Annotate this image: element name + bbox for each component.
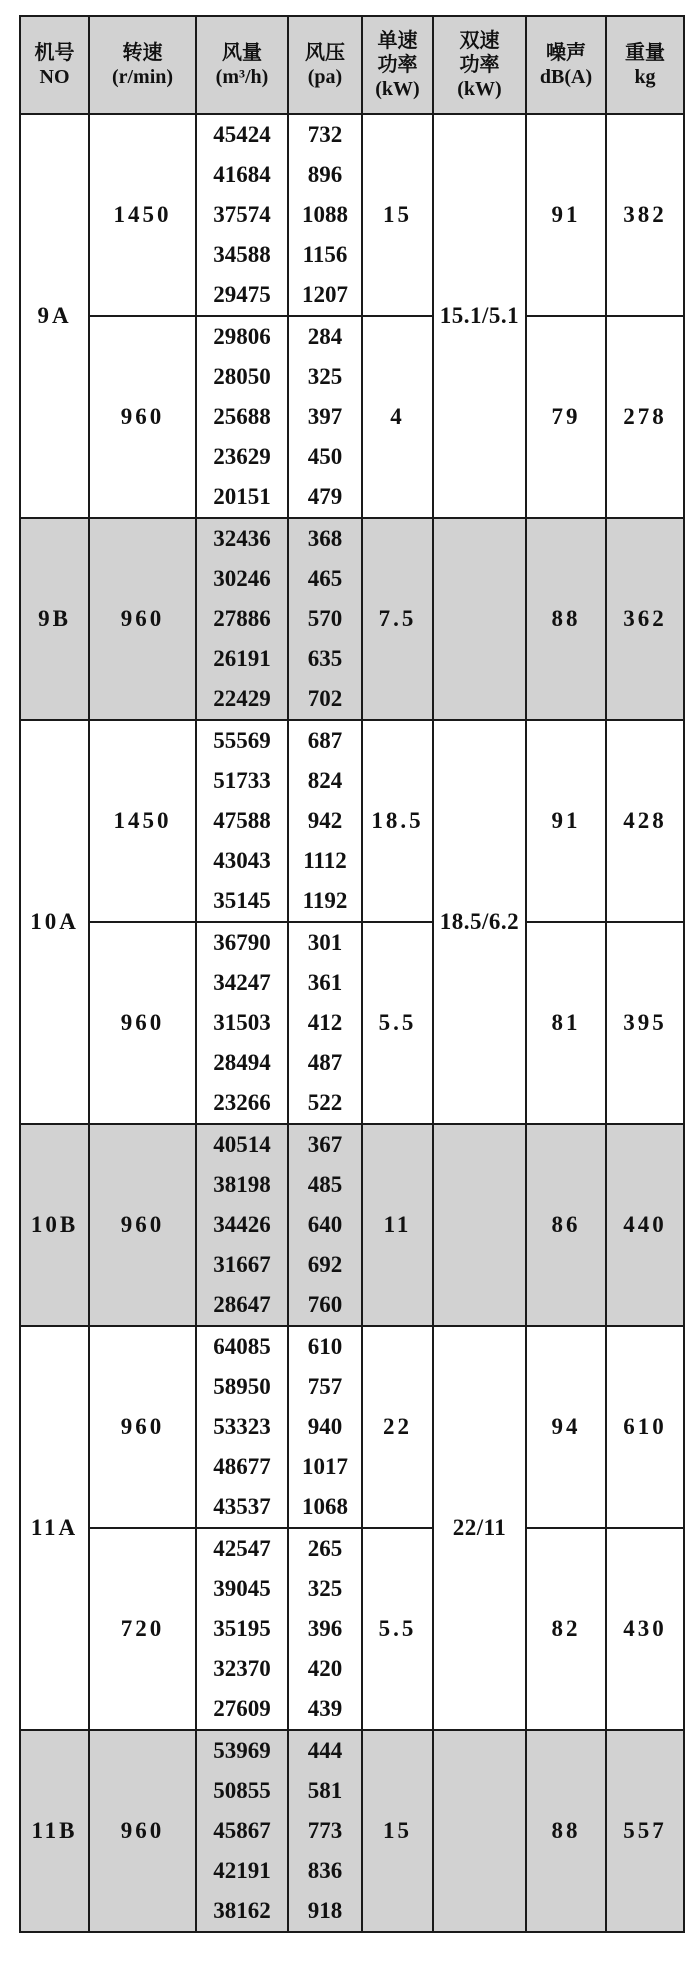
header-row [20,16,684,114]
weight-cell: 430 [606,1528,684,1730]
flow-value: 26191 [213,646,271,671]
header-line: 噪声 [546,42,586,64]
flow-value: 48677 [213,1454,271,1479]
flow-value: 36790 [213,930,271,955]
pressure-value: 1068 [302,1494,348,1519]
pressure-cell [288,1730,362,1932]
flow-value: 35195 [213,1616,271,1641]
pressure-value: 420 [307,1656,343,1681]
model-no-cell: 9A [20,114,89,518]
model-no-cell: 10B [20,1124,89,1326]
single-power-cell: 18.5 [362,720,433,922]
speed-cell: 960 [89,1124,196,1326]
pressure-value: 368 [307,526,343,551]
pressure-value: 570 [307,606,343,631]
flow-value: 41684 [213,162,271,187]
flow-value: 28494 [213,1050,271,1075]
pressure-cell [288,720,362,922]
pressure-value: 1017 [302,1454,348,1479]
header-line: 功率 [459,54,500,76]
pressure-value: 610 [307,1334,343,1359]
flow-cell [196,316,288,518]
pressure-value: 1112 [303,848,347,873]
pressure-value: 1207 [302,282,348,307]
flow-value: 30246 [213,566,271,591]
weight-cell: 362 [606,518,684,720]
header-line: 转速 [122,42,163,64]
flow-value: 50855 [213,1778,271,1803]
spec-row [20,518,684,720]
flow-value: 35145 [213,888,271,913]
pressure-value: 940 [307,1414,343,1439]
flow-value: 42191 [213,1858,271,1883]
pressure-value: 824 [307,768,343,793]
pressure-cell [288,316,362,518]
pressure-value: 732 [307,122,343,147]
pressure-value: 439 [307,1696,343,1721]
flow-value: 23629 [213,444,271,469]
pressure-value: 687 [307,728,343,753]
pressure-value: 942 [307,808,343,833]
flow-value: 28050 [213,364,271,389]
model-no-cell: 11B [20,1730,89,1932]
weight-cell: 440 [606,1124,684,1326]
spec-row [20,720,684,922]
column-header-pressure [288,16,362,114]
pressure-value: 635 [307,646,343,671]
flow-value: 27609 [213,1696,271,1721]
pressure-value: 397 [307,404,343,429]
pressure-value: 450 [307,444,343,469]
column-header-dual-power [433,16,526,114]
flow-value: 51733 [213,768,271,793]
pressure-value: 479 [307,484,343,509]
pressure-value: 325 [307,1576,343,1601]
flow-value: 55569 [213,728,271,753]
flow-value: 45867 [213,1818,271,1843]
pressure-value: 265 [307,1536,343,1561]
noise-cell: 86 [526,1124,606,1326]
table-header [20,16,684,114]
speed-cell: 1450 [89,114,196,316]
spec-row [20,114,684,316]
flow-value: 34426 [213,1212,271,1237]
header-line: 风量 [222,42,262,64]
flow-value: 39045 [213,1576,271,1601]
dual-power-cell [433,518,526,720]
model-no-cell: 11A [20,1326,89,1730]
pressure-cell [288,518,362,720]
pressure-value: 465 [307,566,343,591]
flow-value: 29806 [213,324,271,349]
single-power-cell: 11 [362,1124,433,1326]
single-power-cell: 5.5 [362,922,433,1124]
noise-cell: 88 [526,1730,606,1932]
header-line: dB(A) [539,66,593,88]
header-line: (kW) [375,78,420,100]
dual-power-cell [433,1730,526,1932]
spec-row [20,316,684,518]
noise-cell: 94 [526,1326,606,1528]
pressure-value: 836 [307,1858,343,1883]
pressure-value: 702 [307,686,343,711]
flow-value: 28647 [213,1292,271,1317]
pressure-value: 485 [307,1172,343,1197]
single-power-cell: 15 [362,114,433,316]
pressure-value: 1088 [302,202,348,227]
pressure-cell [288,1124,362,1326]
flow-cell [196,1730,288,1932]
speed-cell: 1450 [89,720,196,922]
pressure-value: 325 [307,364,343,389]
pressure-cell [288,114,362,316]
speed-cell: 960 [89,922,196,1124]
model-no-cell: 9B [20,518,89,720]
pressure-value: 444 [307,1738,343,1763]
flow-value: 27886 [213,606,271,631]
flow-value: 32436 [213,526,271,551]
flow-value: 25688 [213,404,271,429]
speed-cell: 960 [89,518,196,720]
pressure-value: 581 [307,1778,343,1803]
flow-cell [196,1528,288,1730]
dual-power-cell: 18.5/6.2 [433,720,526,1124]
pressure-value: 692 [307,1252,343,1277]
dual-power-cell: 22/11 [433,1326,526,1730]
column-header-single-power [362,16,433,114]
column-header-speed [89,16,196,114]
header-line: (m³/h) [215,66,269,88]
noise-cell: 81 [526,922,606,1124]
flow-cell [196,720,288,922]
spec-row [20,922,684,1124]
single-power-cell: 5.5 [362,1528,433,1730]
flow-value: 42547 [213,1536,271,1561]
spec-row [20,1528,684,1730]
speed-cell: 720 [89,1528,196,1730]
pressure-value: 760 [307,1292,343,1317]
header-line: (kW) [457,78,502,100]
header-line: NO [39,66,70,88]
pressure-cell [288,1326,362,1528]
header-line: 双速 [459,30,500,52]
spec-row [20,1326,684,1528]
weight-cell: 382 [606,114,684,316]
flow-value: 38198 [213,1172,271,1197]
noise-cell: 91 [526,114,606,316]
pressure-cell [288,1528,362,1730]
speed-cell: 960 [89,316,196,518]
noise-cell: 79 [526,316,606,518]
weight-cell: 428 [606,720,684,922]
flow-value: 32370 [213,1656,271,1681]
weight-cell: 610 [606,1326,684,1528]
pressure-value: 918 [307,1898,343,1923]
flow-value: 20151 [213,484,271,509]
pressure-value: 1156 [302,242,348,267]
speed-cell: 960 [89,1730,196,1932]
spec-row [20,1730,684,1932]
weight-cell: 278 [606,316,684,518]
pressure-value: 757 [307,1374,343,1399]
flow-value: 43043 [213,848,271,873]
flow-value: 47588 [213,808,271,833]
pressure-value: 396 [307,1616,343,1641]
column-header-no [20,16,89,114]
flow-value: 38162 [213,1898,271,1923]
flow-value: 43537 [213,1494,271,1519]
single-power-cell: 15 [362,1730,433,1932]
flow-value: 64085 [213,1334,271,1359]
pressure-value: 896 [307,162,343,187]
dual-power-cell: 15.1/5.1 [433,114,526,518]
pressure-value: 412 [307,1010,343,1035]
pressure-value: 640 [307,1212,343,1237]
flow-value: 58950 [213,1374,271,1399]
dual-power-cell [433,1124,526,1326]
pressure-cell [288,922,362,1124]
pressure-value: 773 [307,1818,343,1843]
pressure-value: 361 [307,970,343,995]
pressure-value: 367 [307,1132,343,1157]
flow-value: 40514 [213,1132,271,1157]
flow-value: 34247 [213,970,271,995]
noise-cell: 82 [526,1528,606,1730]
speed-cell: 960 [89,1326,196,1528]
flow-value: 37574 [213,202,271,227]
weight-cell: 395 [606,922,684,1124]
flow-value: 53969 [213,1738,271,1763]
single-power-cell: 4 [362,316,433,518]
flow-value: 34588 [213,242,271,267]
pressure-value: 284 [307,324,343,349]
flow-cell [196,1326,288,1528]
noise-cell: 88 [526,518,606,720]
flow-cell [196,518,288,720]
flow-value: 45424 [213,122,271,147]
flow-value: 53323 [213,1414,271,1439]
flow-value: 31667 [213,1252,271,1277]
model-no-cell: 10A [20,720,89,1124]
pressure-value: 522 [307,1090,343,1115]
pressure-value: 1192 [302,888,348,913]
header-line: 功率 [377,54,418,76]
flow-value: 23266 [213,1090,271,1115]
single-power-cell: 22 [362,1326,433,1528]
column-header-flow [196,16,288,114]
header-line: 风压 [305,42,345,64]
flow-value: 22429 [213,686,271,711]
flow-value: 31503 [213,1010,271,1035]
header-line: (pa) [307,66,343,88]
column-header-noise [526,16,606,114]
flow-cell [196,922,288,1124]
header-line: 机号 [34,42,75,64]
column-header-weight [606,16,684,114]
pressure-value: 301 [307,930,343,955]
pressure-value: 487 [307,1050,343,1075]
spec-row [20,1124,684,1326]
single-power-cell: 7.5 [362,518,433,720]
flow-value: 29475 [213,282,271,307]
header-line: kg [634,66,656,88]
fan-spec-table [19,15,685,1933]
weight-cell: 557 [606,1730,684,1932]
header-line: 单速 [377,30,418,52]
header-line: 重量 [625,42,665,64]
flow-cell [196,114,288,316]
header-line: (r/min) [111,66,174,88]
flow-cell [196,1124,288,1326]
noise-cell: 91 [526,720,606,922]
table-body [20,114,684,1932]
